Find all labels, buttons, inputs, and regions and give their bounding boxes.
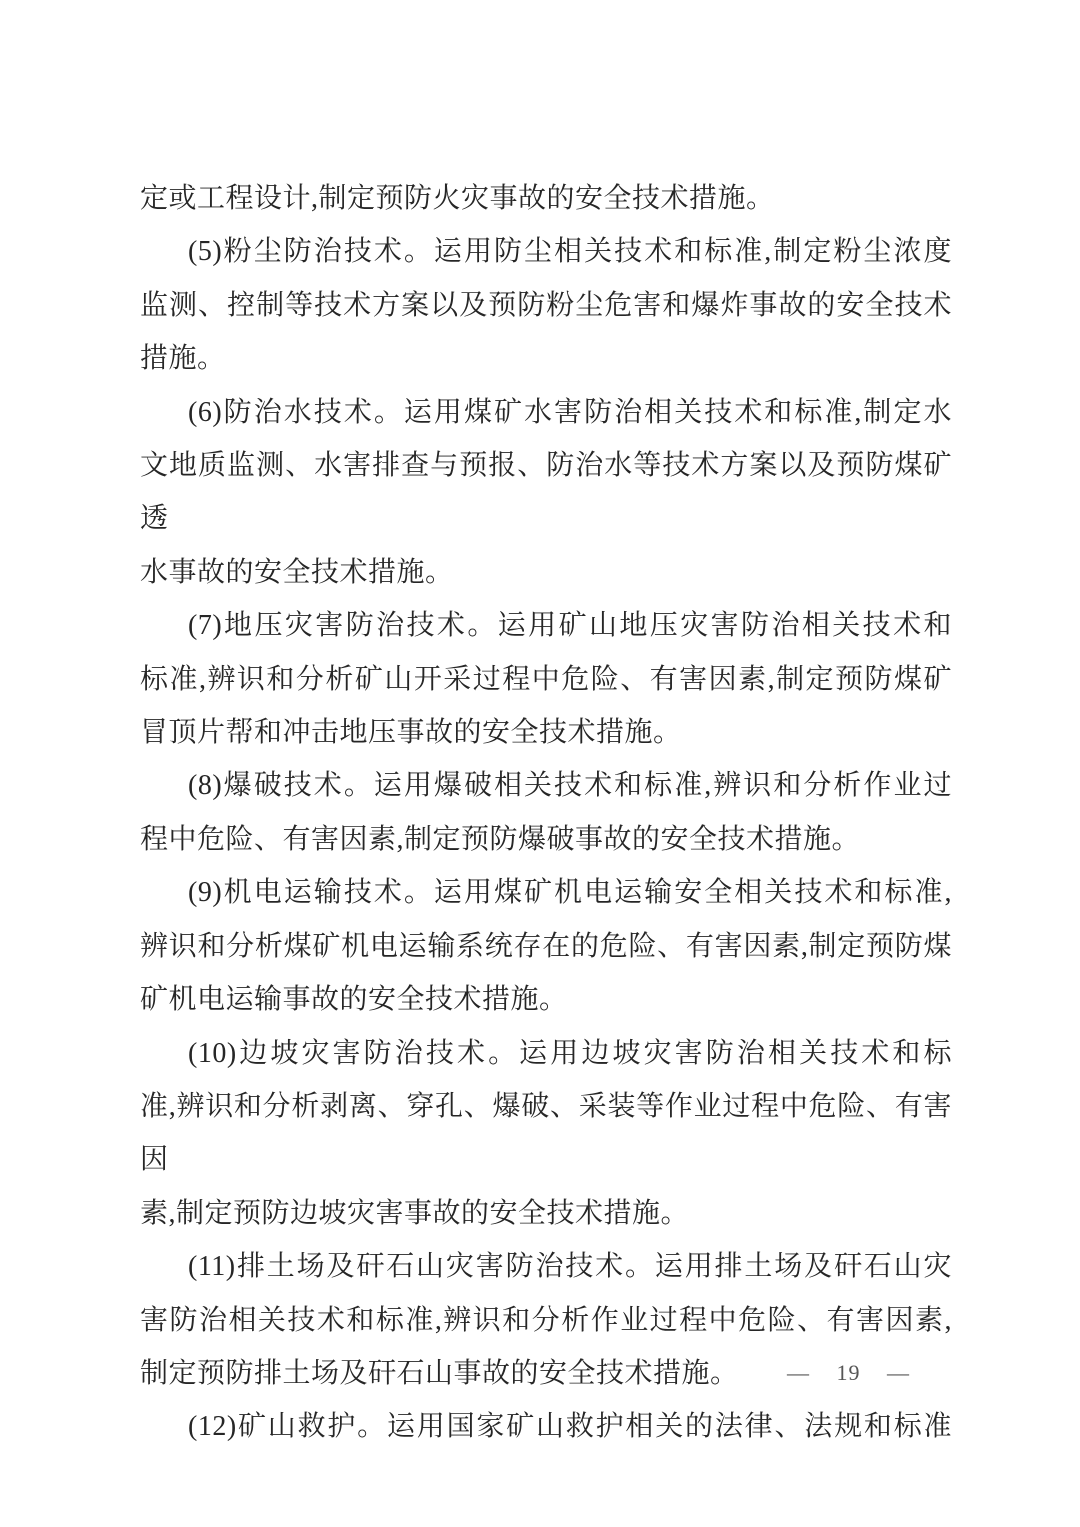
text-line: 文地质监测、水害排查与预报、防治水等技术方案以及预防煤矿透 xyxy=(140,450,952,535)
text-line: 冒顶片帮和冲击地压事故的安全技术措施。 xyxy=(140,717,682,749)
text-line: 制定预防排土场及矸石山事故的安全技术措施。 xyxy=(140,1357,739,1389)
text-line: 辨识和分析煤矿机电运输系统存在的危险、有害因素,制定预防煤 xyxy=(140,930,952,962)
page-footer xyxy=(787,1360,910,1386)
text-line: (6)防治水技术。运用煤矿水害防治相关技术和标准,制定水 xyxy=(188,396,952,428)
text-line: 准,辨识和分析剥离、穿孔、爆破、采装等作业过程中危险、有害因 xyxy=(140,1090,952,1176)
text-line: 害防治相关技术和标准,辨识和分析作业过程中危险、有害因素, xyxy=(140,1304,952,1336)
text-line: 素,制定预防边坡灾害事故的安全技术措施。 xyxy=(140,1197,690,1229)
text-line: 矿机电运输事故的安全技术措施。 xyxy=(140,984,568,1016)
text-line: 程中危险、有害因素,制定预防爆破事故的安全技术措施。 xyxy=(140,823,861,855)
text-line: (9)机电运输技术。运用煤矿机电运输安全相关技术和标准, xyxy=(188,877,952,909)
text-line: (7)地压灾害防治技术。运用矿山地压灾害防治相关技术和 xyxy=(188,610,952,642)
page-number: — 19 — xyxy=(787,1360,910,1385)
text-line: 监测、控制等技术方案以及预防粉尘危害和爆炸事故的安全技术 xyxy=(140,289,952,321)
text-line: (5)粉尘防治技术。运用防尘相关技术和标准,制定粉尘浓度 xyxy=(188,236,952,268)
text-line: (10)边坡灾害防治技术。运用边坡灾害防治相关技术和标 xyxy=(188,1037,952,1069)
text-line: 措施。 xyxy=(140,343,226,375)
text-line: 标准,辨识和分析矿山开采过程中危险、有害因素,制定预防煤矿 xyxy=(140,663,952,695)
text-line: (11)排土场及矸石山灾害防治技术。运用排土场及矸石山灾 xyxy=(188,1251,952,1283)
text-line: 定或工程设计,制定预防火灾事故的安全技术措施。 xyxy=(140,183,775,214)
text-line: 水事故的安全技术措施。 xyxy=(140,556,454,588)
document-body xyxy=(140,172,952,1454)
text-line: (12)矿山救护。运用国家矿山救护相关的法律、法规和标准 xyxy=(188,1411,952,1443)
text-line: (8)爆破技术。运用爆破相关技术和标准,辨识和分析作业过 xyxy=(188,770,952,802)
